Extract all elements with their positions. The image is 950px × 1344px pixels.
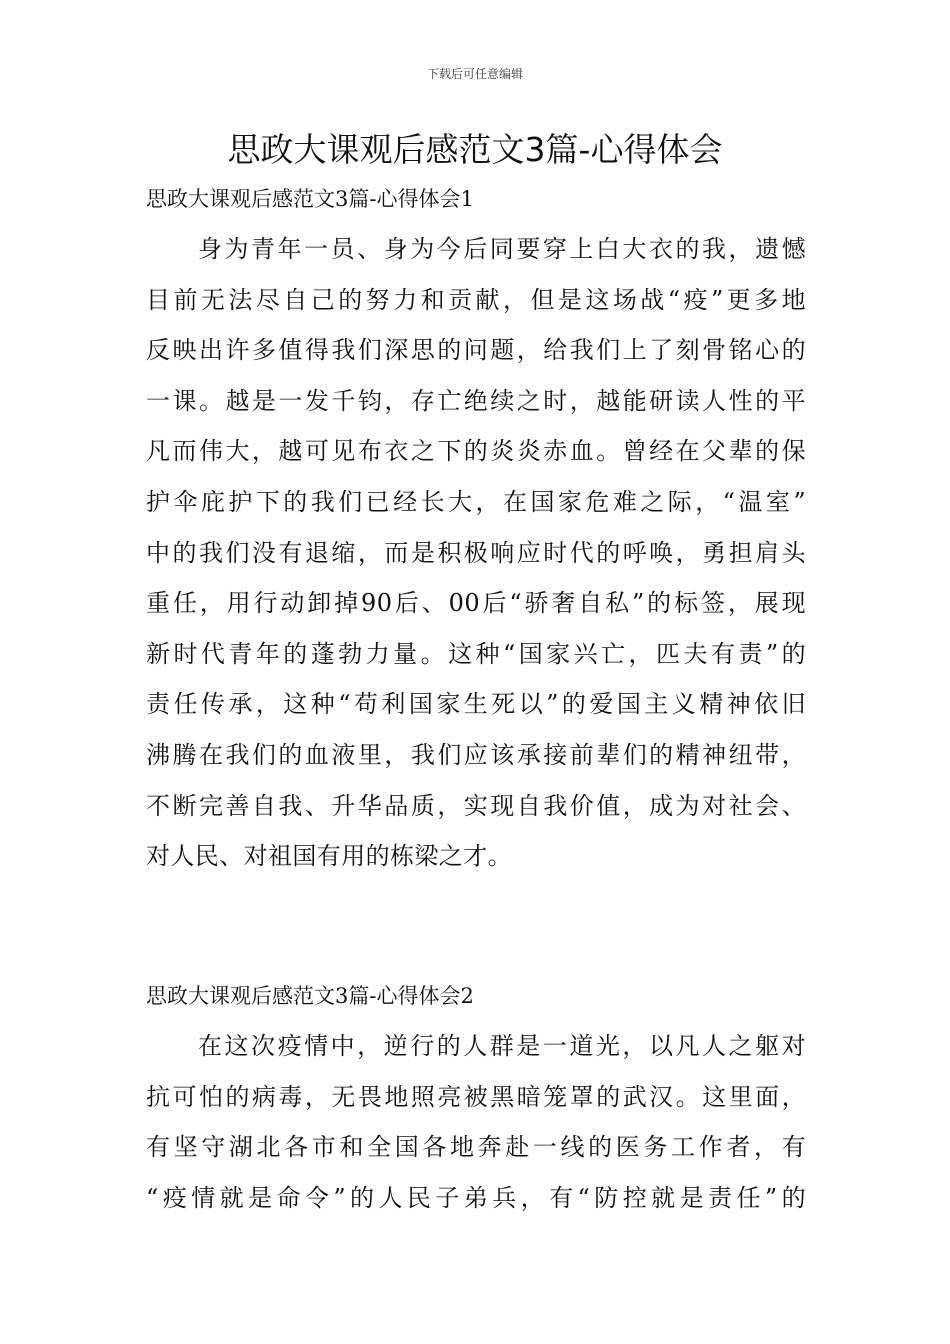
text-line: 对人民、对祖国有用的栋梁之才。 xyxy=(146,842,512,871)
text-line: 抗可怕的病毒，无畏地照亮被黑暗笼罩的武汉。这里面， xyxy=(146,1082,806,1111)
header-note: 下载后可任意编辑 xyxy=(426,67,523,81)
section-1-paragraph xyxy=(146,224,806,882)
text-line: 凡而伟大，越可见布衣之下的炎炎赤血。曾经在父辈的保 xyxy=(146,437,806,466)
text-line: 护伞庇护下的我们已经长大，在国家危难之际，“温室” xyxy=(146,487,806,516)
text-line: 不断完善自我、升华品质，实现自我价值，成为对社会、 xyxy=(146,791,806,820)
text-line: 责任传承，这种“苟利国家生死以”的爱国主义精神依旧 xyxy=(146,690,806,719)
section-heading-1: 思政大课观后感范文3篇-心得体会1 xyxy=(146,187,474,211)
text-line: 在这次疫情中，逆行的人群是一道光，以凡人之躯对 xyxy=(198,1032,806,1060)
page-title: 思政大课观后感范文3篇-心得体会 xyxy=(227,130,723,169)
section-2-paragraph xyxy=(146,1021,806,1223)
text-line: 有坚守湖北各市和全国各地奔赴一线的医务工作者，有 xyxy=(146,1133,806,1162)
section-heading-2: 思政大课观后感范文3篇-心得体会2 xyxy=(146,984,474,1008)
text-line: 中的我们没有退缩，而是积极响应时代的呼唤，勇担肩头 xyxy=(146,538,806,567)
text-line: 身为青年一员、身为今后同要穿上白大衣的我，遗憾 xyxy=(198,235,806,263)
text-line: “疫情就是命令”的人民子弟兵，有“防控就是责任”的 xyxy=(146,1183,806,1212)
text-line: 反映出许多值得我们深思的问题，给我们上了刻骨铭心的 xyxy=(146,336,806,365)
text-line: 一课。越是一发千钧，存亡绝续之时，越能研读人性的平 xyxy=(146,386,806,415)
text-line: 新时代青年的蓬勃力量。这种“国家兴亡，匹夫有责”的 xyxy=(146,639,806,668)
text-line: 重任，用行动卸掉90后、00后“骄奢自私”的标签，展现 xyxy=(146,589,806,618)
text-line: 目前无法尽自己的努力和贡献，但是这场战“疫”更多地 xyxy=(146,285,806,314)
text-line: 沸腾在我们的血液里，我们应该承接前辈们的精神纽带， xyxy=(146,740,806,769)
